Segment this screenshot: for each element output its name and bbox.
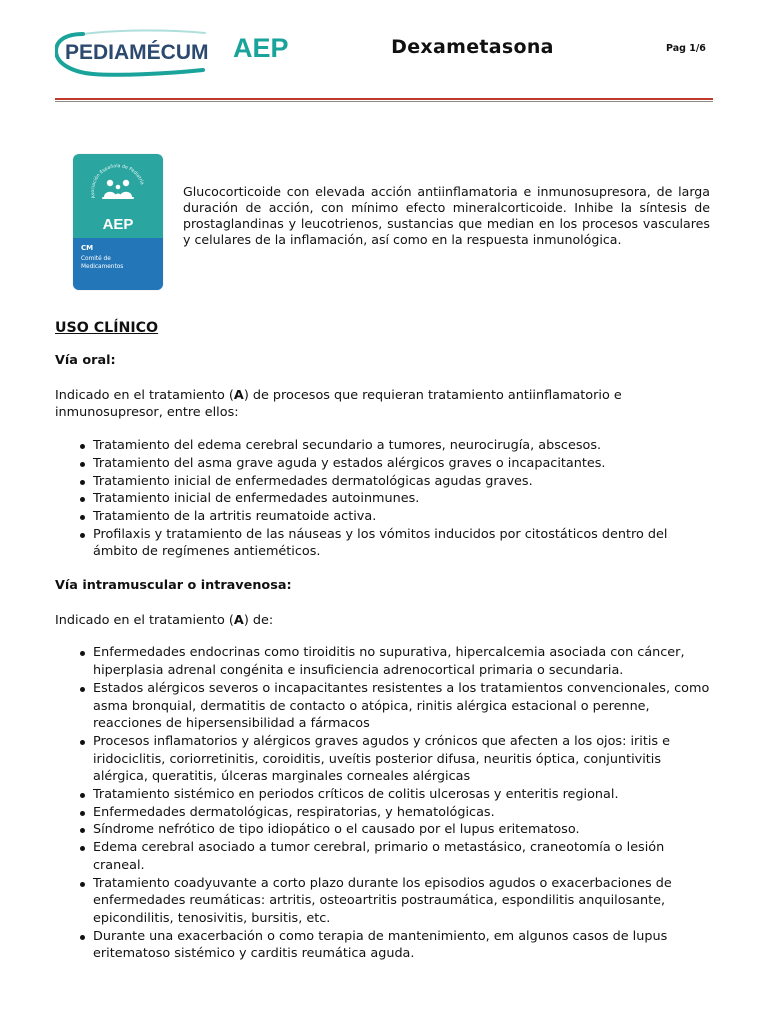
badge-line2: Comité de bbox=[81, 256, 111, 262]
document-title: Dexametasona bbox=[391, 36, 554, 58]
list-item: Estados alérgicos severos o incapacitantes resistentes a los tratamientos convencionales, como asma bronquial, dermatitis de contacto o atópica, rinitis alérgica estacional o perenne, reacciones de hipersensibilidad a fármacos bbox=[93, 680, 715, 733]
oral-indications-list bbox=[55, 437, 715, 561]
aep-committee-badge bbox=[73, 154, 163, 290]
pediamecum-logo-graphic bbox=[55, 27, 300, 77]
oral-indication-text bbox=[55, 387, 715, 422]
parenteral-indications-list bbox=[55, 644, 715, 963]
logo-text-main: PEDIAMÉCUM bbox=[65, 41, 209, 64]
subheading-via-oral: Vía oral: bbox=[55, 353, 116, 368]
oral-intro-post: ) de procesos que requieran tratamiento antiinflamatorio e inmunosupresor, entre ellos: bbox=[55, 387, 622, 421]
list-item: Enfermedades endocrinas como tiroiditis no supurativa, hipercalcemia asociada con cáncer, hiperplasia adrenal congénita e insuficiencia adrenocortical primaria o secundaria. bbox=[93, 644, 715, 679]
list-item: Síndrome nefrótico de tipo idiopático o el causado por el lupus eritematoso. bbox=[93, 821, 715, 839]
list-item: Durante una exacerbación o como terapia de mantenimiento, em algunos casos de lupus eritematoso sistémico y carditis reumática aguda. bbox=[93, 928, 715, 963]
parenteral-indication-text bbox=[55, 612, 715, 630]
main-content bbox=[55, 318, 715, 979]
list-item: Tratamiento del asma grave aguda y estados alérgicos graves o incapacitantes. bbox=[93, 455, 715, 473]
badge-line1: CM bbox=[81, 244, 94, 252]
badge-arc-text: Asociación Española de Pediatría bbox=[90, 164, 145, 199]
parenteral-intro-pre: Indicado en el tratamiento ( bbox=[55, 612, 234, 628]
oral-intro-pre: Indicado en el tratamiento ( bbox=[55, 387, 234, 403]
drug-description: Glucocorticoide con elevada acción antiinflamatoria e inmunosupresora, de larga duración de acción, con mínimo efecto mineralcorticoide. Inhibe la síntesis de prostaglandinas y leucotrienos, sustancias que median en los procesos vasculares y celulares de la inflamación, así como en la respuesta inmunológica. bbox=[183, 184, 710, 247]
badge-line3: Medicamentos bbox=[81, 264, 124, 270]
section-heading-uso-clinico: USO CLÍNICO bbox=[55, 320, 159, 336]
parenteral-evidence-grade: A bbox=[233, 612, 244, 628]
list-item: Edema cerebral asociado a tumor cerebral, primario o metastásico, craneotomía o lesión craneal. bbox=[93, 839, 715, 874]
list-item: Profilaxis y tratamiento de las náuseas y los vómitos inducidos por citostáticos dentro del ámbito de regímenes antieméticos. bbox=[93, 526, 715, 561]
list-item: Tratamiento del edema cerebral secundario a tumores, neurocirugía, abscesos. bbox=[93, 437, 715, 455]
header-divider-red bbox=[55, 98, 713, 100]
list-item: Tratamiento inicial de enfermedades dermatológicas agudas graves. bbox=[93, 473, 715, 491]
list-item: Tratamiento sistémico en periodos críticos de colitis ulcerosas y enteritis regional. bbox=[93, 786, 715, 804]
list-item: Procesos inflamatorios y alérgicos graves agudos y crónicos que afecten a los ojos: iritis e iridociclitis, coriorretinitis, coroiditis, uveítis posterior difusa, neuritis óptica, conjuntivitis alérgica, queratitis, úlceras marginales corneales alérgicas bbox=[93, 733, 715, 786]
list-item: Enfermedades dermatológicas, respiratorias, y hematológicas. bbox=[93, 804, 715, 822]
list-item: Tratamiento de la artritis reumatoide activa. bbox=[93, 508, 715, 526]
logo-text-accent: AEP bbox=[233, 33, 289, 63]
badge-org: AEP bbox=[102, 216, 134, 233]
oral-evidence-grade: A bbox=[233, 387, 244, 403]
subheading-via-parenteral: Vía intramuscular o intravenosa: bbox=[55, 578, 292, 594]
pediamecum-logo[interactable] bbox=[55, 27, 300, 77]
parenteral-intro-post: ) de: bbox=[243, 612, 274, 628]
header-divider-grey bbox=[55, 101, 713, 102]
list-item: Tratamiento inicial de enfermedades autoinmunes. bbox=[93, 490, 715, 508]
aep-badge-graphic bbox=[73, 154, 163, 290]
page-number: Pag 1/6 bbox=[666, 43, 706, 54]
list-item: Tratamiento coadyuvante a corto plazo durante los episodios agudos o exacerbaciones de enfermedades reumáticas: artritis, osteoartritis postraumática, espondilitis anquilosante, epicondilitis, tenosivitis, bursitis, etc. bbox=[93, 875, 715, 928]
